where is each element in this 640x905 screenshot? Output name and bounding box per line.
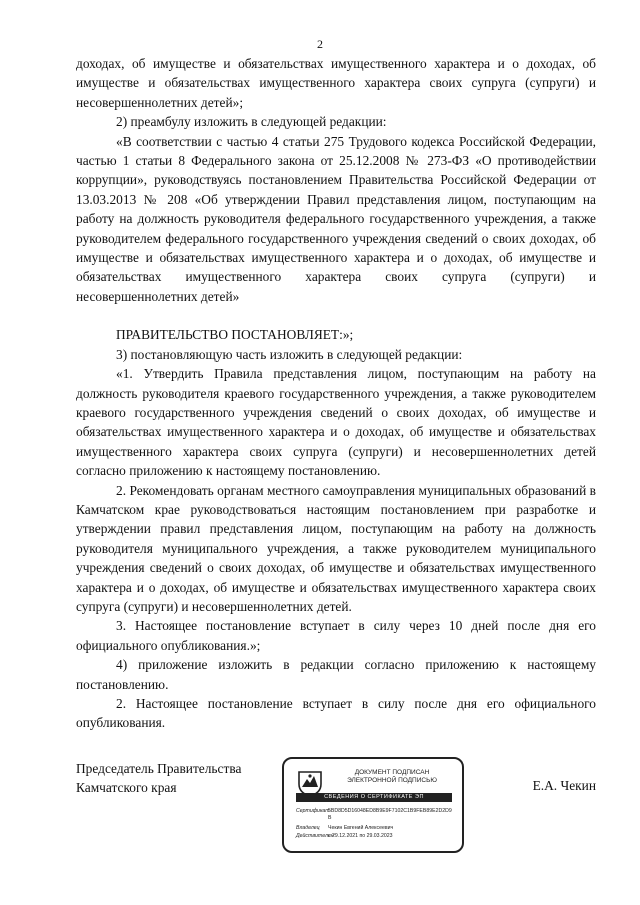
paragraph: доходах, об имуществе и обязательствах имущественного характера и о доходах, об имуществе и обязательствах имущественного характера своих супруга (супруги) и несовершеннолетних детей»; bbox=[76, 56, 596, 110]
stamp-certificate-value: 5BD8D5D16048ED8B9E9F7102C1B9FEB89E2D2D9B bbox=[328, 808, 452, 821]
stamp-header bbox=[328, 769, 456, 785]
electronic-signature-stamp bbox=[282, 757, 464, 853]
paragraph: 2. Настоящее постановление вступает в силу после дня его официального опубликования. bbox=[76, 696, 596, 731]
signatory-name: Е.А. Чекин bbox=[532, 778, 596, 793]
stamp-header-line2: ЭЛЕКТРОННОЙ ПОДПИСЬЮ bbox=[347, 777, 437, 784]
stamp-certificate-row bbox=[296, 808, 454, 821]
paragraph: «1. Утвердить Правила представления лицом, поступающим на работу на должность руководителя краевого государственного учреждения, а также руководителем краевого государственного учреждения сведений о своих доходах, об имуществе и обязательствах имущественного характера и о доходах, об имуществе и обязательствах имущественного характера своих супруга (супруги) и несовершеннолетних детей согласно приложению к настоящему постановлению. bbox=[76, 366, 596, 479]
stamp-owner-value: Чекин Евгений Алексеевич bbox=[328, 825, 394, 831]
stamp-owner-label: Владелец bbox=[296, 825, 320, 831]
stamp-validity-row bbox=[296, 833, 454, 840]
signatory-title bbox=[76, 759, 241, 798]
document-body bbox=[76, 54, 596, 733]
page-number: 2 bbox=[317, 37, 323, 51]
paragraph: «В соответствии с частью 4 статьи 275 Трудового кодекса Российской Федерации, частью 1 статьи 8 Федерального закона от 25.12.2008 № 273-ФЗ «О противодействии коррупции», руководствуясь постановлением Правительства Российской Федерации от 13.03.2013 № 208 «Об утверждении Правил представления лицом, поступающим на работу на должность руководителя федерального государственного учреждения, а также руководителем федерального государственного учреждения сведений о своих доходах, об имуществе и обязательствах имущественного характера и о доходах, об имуществе и обязательствах имущественного характера своих супруга (супруги) и несовершеннолетних детей» bbox=[76, 133, 596, 304]
paragraph: 2. Рекомендовать органам местного самоуправления муниципальных образований в Камчатском крае руководствоваться настоящим постановлением при разработке и утверждении правил представления лицом, поступающим на работу на должность руководителя муниципального учреждения, а также руководителем муниципального учреждения сведений о своих доходах, об имуществе и обязательствах имущественного характера и о доходах, об имуществе и обязательствах имущественного характера своих супруга (супруги) и несовершеннолетних детей. bbox=[76, 482, 596, 614]
stamp-validity-value: с 29.12.2021 по 29.03.2023 bbox=[328, 833, 393, 839]
stamp-certificate-label: Сертификат bbox=[296, 808, 330, 814]
paragraph: 3) постановляющую часть изложить в следующей редакции: bbox=[116, 346, 463, 362]
paragraph: 2) преамбулу изложить в следующей редакции: bbox=[116, 114, 387, 130]
stamp-header-line1: ДОКУМЕНТ ПОДПИСАН bbox=[354, 769, 430, 776]
paragraph: 3. Настоящее постановление вступает в силу через 10 дней после дня его официального опубликования.»; bbox=[76, 618, 596, 653]
stamp-owner-row bbox=[296, 825, 454, 832]
signatory-title-line1: Председатель Правительства bbox=[76, 761, 242, 776]
paragraph: ПРАВИТЕЛЬСТВО ПОСТАНОВЛЯЕТ:»; bbox=[116, 327, 354, 343]
stamp-validity-label: Действителен bbox=[296, 833, 334, 839]
signatory-title-line2: Камчатского края bbox=[76, 780, 177, 796]
stamp-certificate-bar: СВЕДЕНИЯ О СЕРТИФИКАТЕ ЭП bbox=[296, 793, 452, 802]
paragraph: 4) приложение изложить в редакции согласно приложению к настоящему постановлению. bbox=[76, 657, 596, 692]
